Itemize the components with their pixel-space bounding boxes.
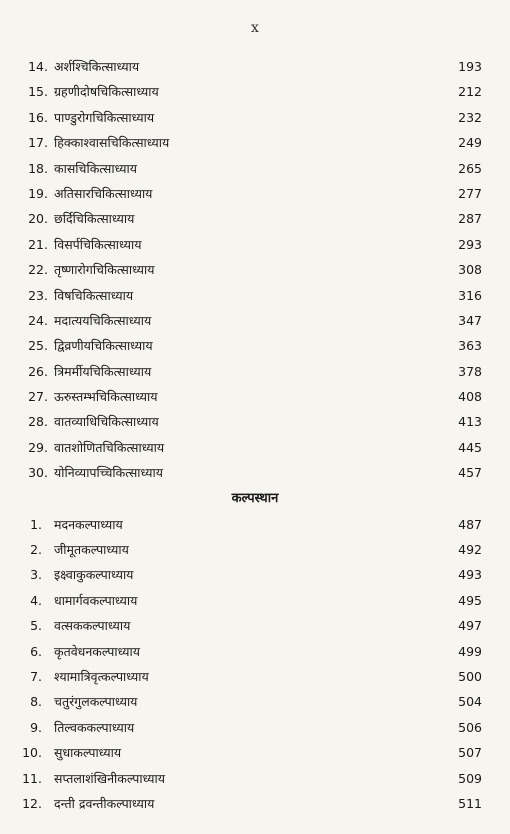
entry-title: तृष्णारोगचिकित्साध्याय	[54, 262, 155, 278]
entry-number: 18.	[28, 160, 48, 176]
entry-page-number: 265	[458, 160, 482, 176]
entry-number: 8.	[30, 694, 42, 710]
entry-number: 17.	[28, 135, 48, 151]
toc-entry	[0, 79, 510, 104]
entry-title: विषचिकित्साध्याय	[54, 287, 134, 303]
entry-page-number: 493	[458, 567, 482, 583]
toc-entry	[0, 54, 510, 79]
toc-entry	[0, 130, 510, 155]
entry-page-number: 232	[458, 109, 482, 125]
toc-entry	[0, 664, 510, 689]
toc-entry	[0, 156, 510, 181]
entry-page-number: 212	[458, 84, 482, 100]
toc-entry	[0, 409, 510, 434]
toc-entry	[0, 537, 510, 562]
toc-entry	[0, 257, 510, 282]
entry-title: धामार्गवकल्पाध्याय	[54, 592, 138, 608]
entry-number: 3.	[30, 567, 42, 583]
entry-title: ग्रहणीदोषचिकित्साध्याय	[54, 84, 159, 100]
entry-title: मदनकल्पाध्याय	[54, 516, 123, 532]
entry-page-number: 308	[458, 262, 482, 278]
entry-title: विसर्पचिकित्साध्याय	[54, 236, 142, 252]
entry-title: मदात्ययचिकित्साध्याय	[54, 312, 152, 328]
toc-entry	[0, 181, 510, 206]
entry-number: 27.	[28, 389, 48, 405]
toc-entry	[0, 613, 510, 638]
entry-number: 22.	[28, 262, 48, 278]
entry-number: 11.	[22, 770, 42, 786]
entry-title: वत्सककल्पाध्याय	[54, 618, 131, 634]
entry-page-number: 500	[458, 668, 482, 684]
entry-number: 1.	[30, 516, 42, 532]
entry-title: वातशोणितचिकित्साध्याय	[54, 439, 165, 455]
entry-page-number: 249	[458, 135, 482, 151]
entry-number: 19.	[28, 185, 48, 201]
entry-title: सप्तलाशंखिनीकल्पाध्याय	[54, 770, 166, 786]
entry-title: तिल्वककल्पाध्याय	[54, 719, 135, 735]
entry-title: दन्ती द्रवन्तीकल्पाध्याय	[54, 795, 155, 811]
page-number: x	[251, 20, 259, 36]
toc-entry	[0, 588, 510, 613]
entry-title: वातव्याधिचिकित्साध्याय	[54, 414, 159, 430]
entry-title: पाण्डुरोगचिकित्साध्याय	[54, 109, 155, 125]
entry-number: 6.	[30, 643, 42, 659]
entry-number: 24.	[28, 312, 48, 328]
entry-page-number: 504	[458, 694, 482, 710]
entry-page-number: 511	[458, 795, 482, 811]
entry-title: कासचिकित्साध्याय	[54, 160, 138, 176]
toc-entry	[0, 715, 510, 740]
entry-number: 7.	[30, 668, 42, 684]
entry-page-number: 506	[458, 719, 482, 735]
entry-page-number: 497	[458, 618, 482, 634]
table-of-contents	[0, 54, 510, 816]
toc-entry	[0, 308, 510, 333]
entry-title: कृतवेधनकल्पाध्याय	[54, 643, 141, 659]
entry-number: 20.	[28, 211, 48, 227]
toc-entry	[0, 639, 510, 664]
entry-number: 30.	[28, 465, 48, 481]
toc-entry	[0, 435, 510, 460]
entry-number: 12.	[22, 795, 42, 811]
entry-number: 25.	[28, 338, 48, 354]
toc-entry	[0, 359, 510, 384]
toc-entry	[0, 689, 510, 714]
entry-title: अतिसारचिकित्साध्याय	[54, 185, 153, 201]
entry-title: त्रिमर्मीयचिकित्साध्याय	[54, 363, 152, 379]
entry-number: 15.	[28, 84, 48, 100]
entry-number: 23.	[28, 287, 48, 303]
entry-title: सुधाकल्पाध्याय	[54, 745, 122, 761]
toc-entry	[0, 460, 510, 485]
entry-page-number: 193	[458, 59, 482, 74]
toc-entry	[0, 105, 510, 130]
entry-page-number: 293	[458, 236, 482, 252]
toc-entry	[0, 333, 510, 358]
entry-number: 28.	[28, 414, 48, 430]
toc-entry	[0, 206, 510, 231]
toc-entry	[0, 384, 510, 409]
entry-number: 4.	[30, 592, 42, 608]
entry-title: श्यामात्रिवृत्कल्पाध्याय	[54, 668, 149, 684]
entry-page-number: 445	[458, 439, 482, 455]
entry-number: 26.	[28, 363, 48, 379]
entry-number: 9.	[30, 719, 42, 735]
entry-number: 21.	[28, 236, 48, 252]
section-heading: कल्पस्थान	[231, 490, 279, 506]
entry-title: छर्दिचिकित्साध्याय	[54, 211, 135, 227]
entry-page-number: 457	[458, 465, 482, 481]
entry-page-number: 287	[458, 211, 482, 227]
entry-page-number: 492	[458, 542, 482, 558]
entry-title: इक्ष्वाकुकल्पाध्याय	[54, 567, 134, 583]
toc-entry	[0, 766, 510, 791]
entry-number: 10.	[22, 745, 42, 761]
entry-number: 5.	[30, 618, 42, 634]
toc-entry	[0, 283, 510, 308]
entry-page-number: 316	[458, 287, 482, 303]
entry-title: चतुरंगुलकल्पाध्याय	[54, 694, 138, 710]
entry-page-number: 509	[458, 770, 482, 786]
entry-page-number: 487	[458, 516, 482, 532]
entry-page-number: 499	[458, 643, 482, 659]
entry-title: योनिव्यापच्चिकित्साध्याय	[54, 465, 163, 481]
toc-entry	[0, 740, 510, 765]
entry-page-number: 408	[458, 389, 482, 405]
toc-entry	[0, 791, 510, 816]
toc-entry	[0, 562, 510, 587]
entry-title: द्विव्रणीयचिकित्साध्याय	[54, 338, 153, 354]
entry-number: 16.	[28, 109, 48, 125]
entry-page-number: 413	[458, 414, 482, 430]
entry-page-number: 495	[458, 592, 482, 608]
entry-page-number: 363	[458, 338, 482, 354]
entry-number: 2.	[30, 542, 42, 558]
entry-title: जीमूतकल्पाध्याय	[54, 542, 129, 558]
entry-page-number: 277	[458, 185, 482, 201]
chapter-list-kalpa	[0, 512, 510, 817]
entry-title: हिक्काश्वासचिकित्साध्याय	[54, 135, 170, 151]
entry-page-number: 378	[458, 363, 482, 379]
chapter-list-chikitsa	[0, 54, 510, 486]
entry-page-number: 507	[458, 745, 482, 761]
entry-title: अर्शश्चिकित्साध्याय	[54, 59, 140, 74]
entry-number: 29.	[28, 439, 48, 455]
entry-number: 14.	[28, 59, 48, 74]
toc-entry	[0, 512, 510, 537]
entry-title: ऊरुस्तम्भचिकित्साध्याय	[54, 389, 158, 405]
entry-page-number: 347	[458, 312, 482, 328]
toc-entry	[0, 232, 510, 257]
